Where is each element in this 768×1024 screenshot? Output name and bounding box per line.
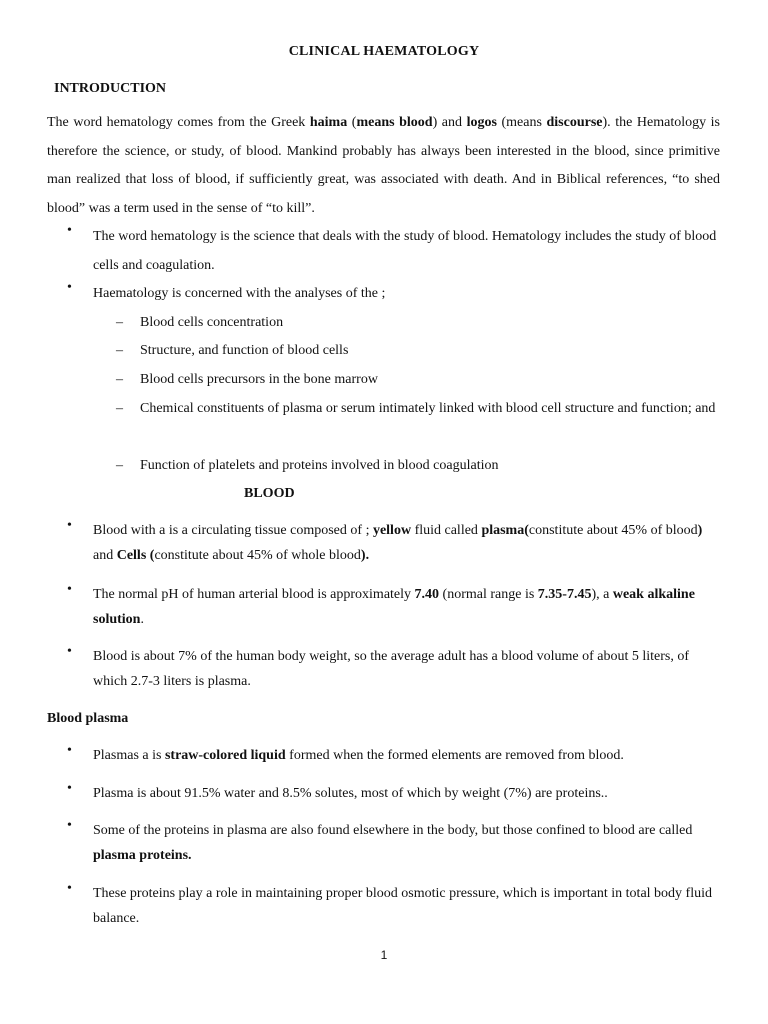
list-item-text: These proteins play a role in maintaining proper blood osmotic pressure, which is important in total body fluid balance. [93, 886, 712, 926]
dash-icon: – [116, 315, 123, 330]
intro-text: The word hematology comes from the Greek [47, 115, 310, 130]
intro-paragraph [47, 109, 720, 224]
page-number: 1 [380, 948, 388, 962]
term-haima: haima [309, 115, 348, 130]
sub-list-item-text: Blood cells precursors in the bone marrow [140, 372, 378, 387]
bullet-icon: • [67, 644, 72, 659]
list-item-text: Plasma is about 91.5% water and 8.5% solutes, most of which by weight (7%) are proteins.. [93, 786, 608, 801]
bullet-icon: • [67, 518, 72, 533]
intro-text: ( [347, 115, 357, 130]
ph-range: 7.35-7.45 [537, 587, 592, 602]
list-item-text: Plasmas a is straw-colored liquid formed when the formed elements are removed from blood. [93, 748, 624, 763]
sub-list-item-text: Blood cells concentration [140, 315, 284, 330]
term-weak-alkaline: weak alkaline solution [93, 587, 695, 627]
intro-text: (means [496, 115, 547, 130]
sub-list-item-text: Structure, and function of blood cells [140, 343, 349, 358]
bullet-icon: • [67, 582, 72, 597]
blood-plasma-heading: Blood plasma [47, 711, 129, 726]
term-discourse: discourse [546, 115, 603, 130]
document-title: CLINICAL HAEMATOLOGY [288, 44, 480, 59]
bullet-icon: • [67, 818, 72, 833]
ph-value: 7.40 [414, 587, 440, 602]
bullet-icon: • [67, 223, 72, 238]
dash-icon: – [116, 372, 123, 387]
list-item-text: Haematology is concerned with the analyses of the ; [93, 286, 386, 301]
bullet-icon: • [67, 881, 72, 896]
sub-list-item-text: Chemical constituents of plasma or serum intimately linked with blood cell structure and function; and [140, 401, 716, 416]
list-item-text: Some of the proteins in plasma are also found elsewhere in the body, but those confined to blood are called plasma proteins. [93, 823, 693, 863]
intro-text: ). the Hematology is therefore the science, or study, of blood. Mankind probably has always been interested in the blood, since primitive man realized that loss of blood, if sufficiently great, was associated with death. And in Biblical references, “to shed blood” was a term used in the sense of “to kill”. [47, 115, 720, 217]
intro-text: ) and [432, 115, 467, 130]
term-plasma-proteins: plasma proteins. [93, 848, 192, 863]
term-cells: Cells ( [116, 548, 155, 563]
dash-icon: – [116, 401, 123, 416]
term-plasma: plasma( [481, 523, 529, 538]
list-item-text: The word hematology is the science that deals with the study of blood. Hematology includes the study of blood cells and coagulation. [93, 229, 717, 273]
list-item-text: The normal pH of human arterial blood is approximately 7.40 (normal range is 7.35-7.45), a weak alkaline solution. [93, 587, 695, 627]
dash-icon: – [116, 343, 123, 358]
sub-list-item-text: Function of platelets and proteins involved in blood coagulation [140, 458, 499, 473]
dash-icon: – [116, 458, 123, 473]
list-item-text: Blood is about 7% of the human body weight, so the average adult has a blood volume of about 5 liters, of which 2.7-3 liters is plasma. [93, 649, 690, 689]
term-logos: logos [466, 115, 497, 130]
bullet-icon: • [67, 743, 72, 758]
term-means-blood: means blood [356, 115, 433, 130]
bullet-icon: • [67, 781, 72, 796]
bullet-icon: • [67, 280, 72, 295]
term-yellow: yellow [372, 523, 412, 538]
term-straw-colored: straw-colored liquid [164, 748, 286, 763]
list-item-text: Blood with a is a circulating tissue composed of ; yellow fluid called plasma(constitute about 45% of blood) and Cells (constitute about 45% of whole blood). [93, 523, 703, 563]
introduction-heading: INTRODUCTION [54, 81, 167, 96]
blood-heading: BLOOD [244, 486, 295, 501]
